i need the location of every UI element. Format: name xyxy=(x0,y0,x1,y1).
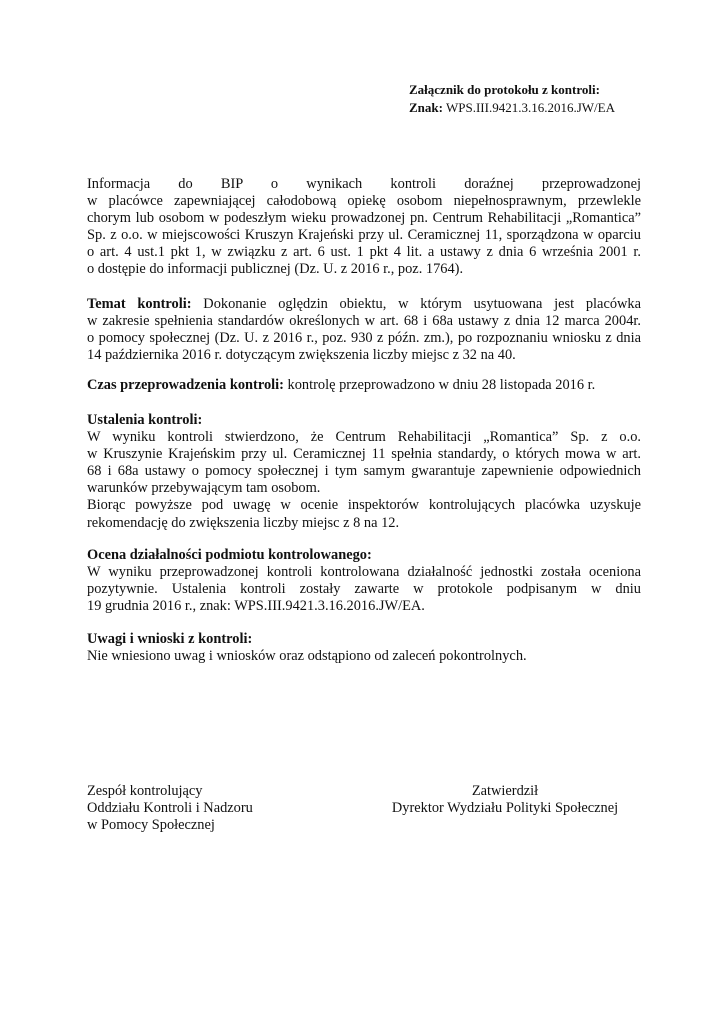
findings-line: rekomendację do zwiększenia liczby miejsc z 8 na 12. xyxy=(87,514,400,531)
info-line: chorym lub osobom w podeszłym wieku prowadzonej pn. Centrum Rehabilitacji „Romantica” xyxy=(87,210,641,227)
subject-section xyxy=(87,296,641,364)
remarks-section xyxy=(87,631,641,665)
attachment-title: Załącznik do protokołu z kontroli: xyxy=(409,82,600,97)
assessment-line: W wyniku przeprowadzonej kontroli kontrolowana działalność jednostki została oceniona xyxy=(87,564,641,581)
subject-line: w zakresie spełnienia standardów określonych w art. 68 i 68a ustawy z dnia 12 marca 2004r. xyxy=(87,313,641,330)
subject-line: Temat kontroli: Dokonanie oględzin obiektu, w którym usytuowana jest placówka xyxy=(87,296,641,312)
approved-by-label: Zatwierdził xyxy=(471,783,539,799)
info-paragraph xyxy=(87,176,641,279)
signature-left-line: Zespół kontrolujący xyxy=(87,783,203,799)
info-line: w placówce zapewniającej całodobową opiekę osobom niepełnosprawnym, przewlekle xyxy=(87,193,641,210)
assessment-label: Ocena działalności podmiotu kontrolowanego: xyxy=(87,547,372,563)
info-line: Informacja do BIP o wynikach kontroli doraźnej przeprowadzonej xyxy=(87,176,641,192)
subject-line: 14 października 2016 r. dotyczącym zwiększenia liczby miejsc z 32 na 40. xyxy=(87,347,516,364)
assessment-section xyxy=(87,547,641,615)
subject-label: Temat kontroli: xyxy=(87,296,192,312)
attachment-header xyxy=(409,81,615,117)
subject-line: o pomocy społecznej (Dz. U. z 2016 r., poz. 930 z późn. zm.), po rozpoznaniu wniosku z dnia xyxy=(87,330,641,347)
signature-left-line: w Pomocy Społecznej xyxy=(87,817,215,834)
remarks-text: Nie wniesiono uwag i wniosków oraz odstąpiono od zaleceń pokontrolnych. xyxy=(87,648,527,665)
findings-label: Ustalenia kontroli: xyxy=(87,412,203,428)
info-line: o dostępie do informacji publicznej (Dz. U. z 2016 r., poz. 1764). xyxy=(87,261,464,278)
info-line: o art. 4 ust.1 pkt 1, w związku z art. 6 ust. 1 pkt 4 lit. a ustawy z dnia 6 września 2001 r. xyxy=(87,244,641,261)
signature-left-line: Oddziału Kontroli i Nadzoru xyxy=(87,800,253,817)
approval-signature xyxy=(385,783,625,817)
findings-line: Biorąc powyższe pod uwagę w ocenie inspektorów kontrolujących placówka uzyskuje xyxy=(87,497,641,514)
time-section xyxy=(87,377,641,394)
inspection-team-signature xyxy=(87,783,253,834)
findings-line: 68 i 68a ustawy o pomocy społecznej i tym samym gwarantuje zapewnienie odpowiednich xyxy=(87,463,641,480)
info-line: Sp. z o.o. w miejscowości Kruszyn Krajeński przy ul. Ceramicznej 11, sporządzona w oparciu xyxy=(87,227,641,244)
time-label: Czas przeprowadzenia kontroli: xyxy=(87,377,284,393)
director-title: Dyrektor Wydziału Polityki Społecznej xyxy=(391,800,619,817)
findings-line: w Kruszynie Krajeńskim przy ul. Ceramicznej 11 spełnia standardy, o których mowa w art. xyxy=(87,446,641,463)
remarks-label: Uwagi i wnioski z kontroli: xyxy=(87,631,253,647)
findings-line: W wyniku kontroli stwierdzono, że Centrum Rehabilitacji „Romantica” Sp. z o.o. xyxy=(87,429,641,446)
reference-number: Znak: WPS.III.9421.3.16.2016.JW/EA xyxy=(409,100,615,115)
findings-section xyxy=(87,412,641,532)
assessment-line: pozytywnie. Ustalenia kontroli zostały zawarte w protokole podpisanym w dniu xyxy=(87,581,641,598)
assessment-line: 19 grudnia 2016 r., znak: WPS.III.9421.3.16.2016.JW/EA. xyxy=(87,598,425,615)
findings-line: warunków przebywającym tam osobom. xyxy=(87,480,321,497)
time-line: Czas przeprowadzenia kontroli: kontrolę przeprowadzono w dniu 28 listopada 2016 r. xyxy=(87,377,596,393)
